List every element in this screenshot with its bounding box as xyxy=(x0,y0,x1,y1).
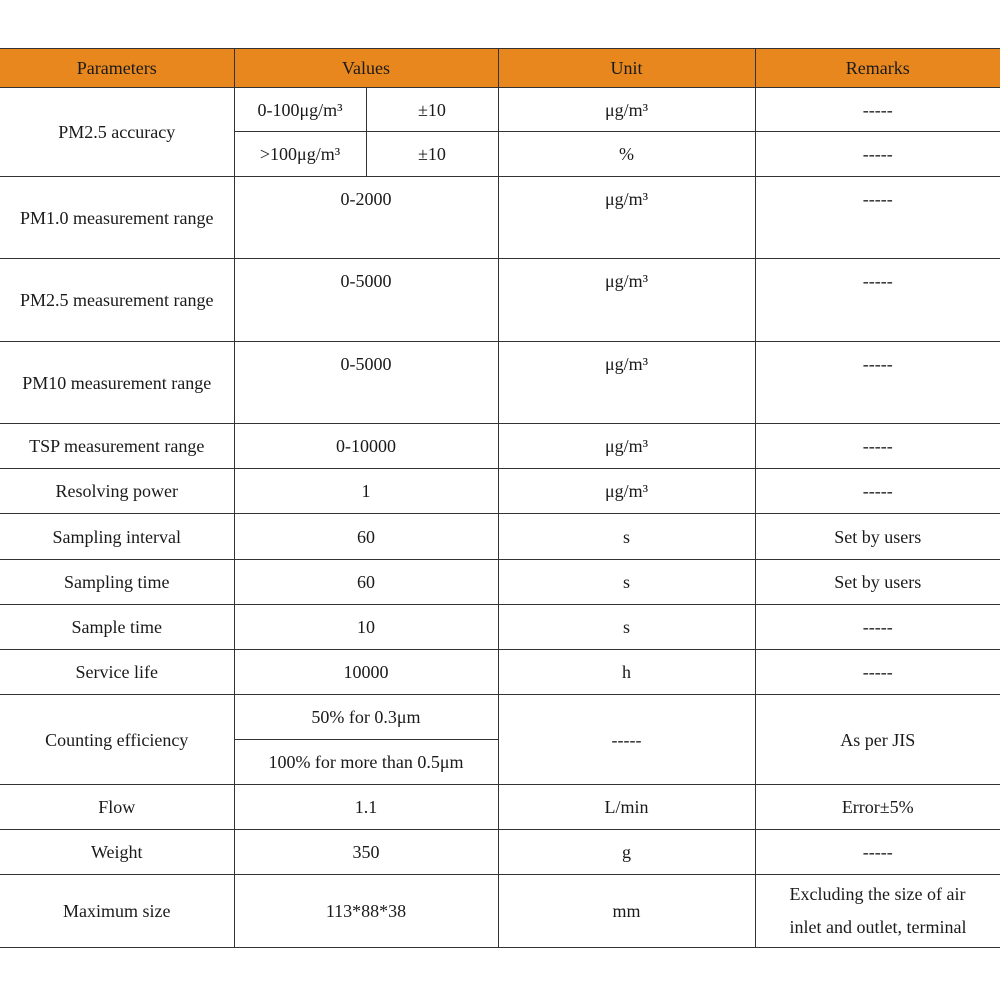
value-cell: 100% for more than 0.5μm xyxy=(234,740,498,785)
value-cell: 1.1 xyxy=(234,785,498,830)
unit-cell: μg/m³ xyxy=(498,469,755,514)
param-cell: Sampling interval xyxy=(0,514,234,560)
value-cell: 10000 xyxy=(234,650,498,695)
param-cell: Weight xyxy=(0,830,234,875)
header-row xyxy=(0,49,1000,88)
unit-cell: s xyxy=(498,514,755,560)
param-cell: Flow xyxy=(0,785,234,830)
spec-table xyxy=(0,48,1000,948)
remark-cell: ----- xyxy=(755,177,1000,259)
table-row xyxy=(0,875,1000,948)
value-range-cell: 0-100μg/m³ xyxy=(234,88,366,132)
remark-cell: ----- xyxy=(755,650,1000,695)
table-row xyxy=(0,605,1000,650)
remark-cell: Set by users xyxy=(755,514,1000,560)
value-range-cell: >100μg/m³ xyxy=(234,132,366,177)
value-cell: 0-5000 xyxy=(234,342,498,424)
value-cell: 0-5000 xyxy=(234,259,498,342)
unit-cell: s xyxy=(498,605,755,650)
table-row xyxy=(0,830,1000,875)
param-cell: PM2.5 measurement range xyxy=(0,259,234,342)
remark-cell: Set by users xyxy=(755,560,1000,605)
remark-cell: ----- xyxy=(755,259,1000,342)
table-row xyxy=(0,695,1000,740)
remark-cell: ----- xyxy=(755,132,1000,177)
table-row xyxy=(0,785,1000,830)
table-row xyxy=(0,650,1000,695)
unit-cell: L/min xyxy=(498,785,755,830)
value-cell: 1 xyxy=(234,469,498,514)
value-tolerance-cell: ±10 xyxy=(366,132,498,177)
table-row xyxy=(0,560,1000,605)
value-cell: 60 xyxy=(234,514,498,560)
param-cell: TSP measurement range xyxy=(0,424,234,469)
value-cell: 0-10000 xyxy=(234,424,498,469)
unit-cell: μg/m³ xyxy=(498,424,755,469)
unit-cell: s xyxy=(498,560,755,605)
param-cell: Resolving power xyxy=(0,469,234,514)
param-cell: PM1.0 measurement range xyxy=(0,177,234,259)
unit-cell: μg/m³ xyxy=(498,342,755,424)
remark-cell: ----- xyxy=(755,469,1000,514)
table-row xyxy=(0,342,1000,424)
remark-cell: Excluding the size of air inlet and outlet, terminal xyxy=(755,875,1000,948)
table-row xyxy=(0,424,1000,469)
value-cell: 0-2000 xyxy=(234,177,498,259)
table-row xyxy=(0,259,1000,342)
param-cell: Service life xyxy=(0,650,234,695)
header-unit: Unit xyxy=(498,49,755,88)
remark-cell: ----- xyxy=(755,605,1000,650)
unit-cell: μg/m³ xyxy=(498,177,755,259)
table-row xyxy=(0,88,1000,132)
header-remarks: Remarks xyxy=(755,49,1000,88)
param-cell: PM2.5 accuracy xyxy=(0,88,234,177)
param-cell: PM10 measurement range xyxy=(0,342,234,424)
remark-cell: ----- xyxy=(755,424,1000,469)
value-tolerance-cell: ±10 xyxy=(366,88,498,132)
value-cell: 113*88*38 xyxy=(234,875,498,948)
unit-cell: ----- xyxy=(498,695,755,785)
unit-cell: h xyxy=(498,650,755,695)
unit-cell: μg/m³ xyxy=(498,88,755,132)
value-cell: 10 xyxy=(234,605,498,650)
unit-cell: μg/m³ xyxy=(498,259,755,342)
value-cell: 50% for 0.3μm xyxy=(234,695,498,740)
remark-cell: ----- xyxy=(755,830,1000,875)
remark-cell: As per JIS xyxy=(755,695,1000,785)
table-row xyxy=(0,177,1000,259)
param-cell: Counting efficiency xyxy=(0,695,234,785)
value-cell: 60 xyxy=(234,560,498,605)
table-row xyxy=(0,514,1000,560)
unit-cell: % xyxy=(498,132,755,177)
header-values: Values xyxy=(234,49,498,88)
param-cell: Maximum size xyxy=(0,875,234,948)
unit-cell: g xyxy=(498,830,755,875)
value-cell: 350 xyxy=(234,830,498,875)
header-parameters: Parameters xyxy=(0,49,234,88)
remark-cell: Error±5% xyxy=(755,785,1000,830)
param-cell: Sampling time xyxy=(0,560,234,605)
param-cell: Sample time xyxy=(0,605,234,650)
remark-cell: ----- xyxy=(755,88,1000,132)
unit-cell: mm xyxy=(498,875,755,948)
table-row xyxy=(0,469,1000,514)
remark-cell: ----- xyxy=(755,342,1000,424)
